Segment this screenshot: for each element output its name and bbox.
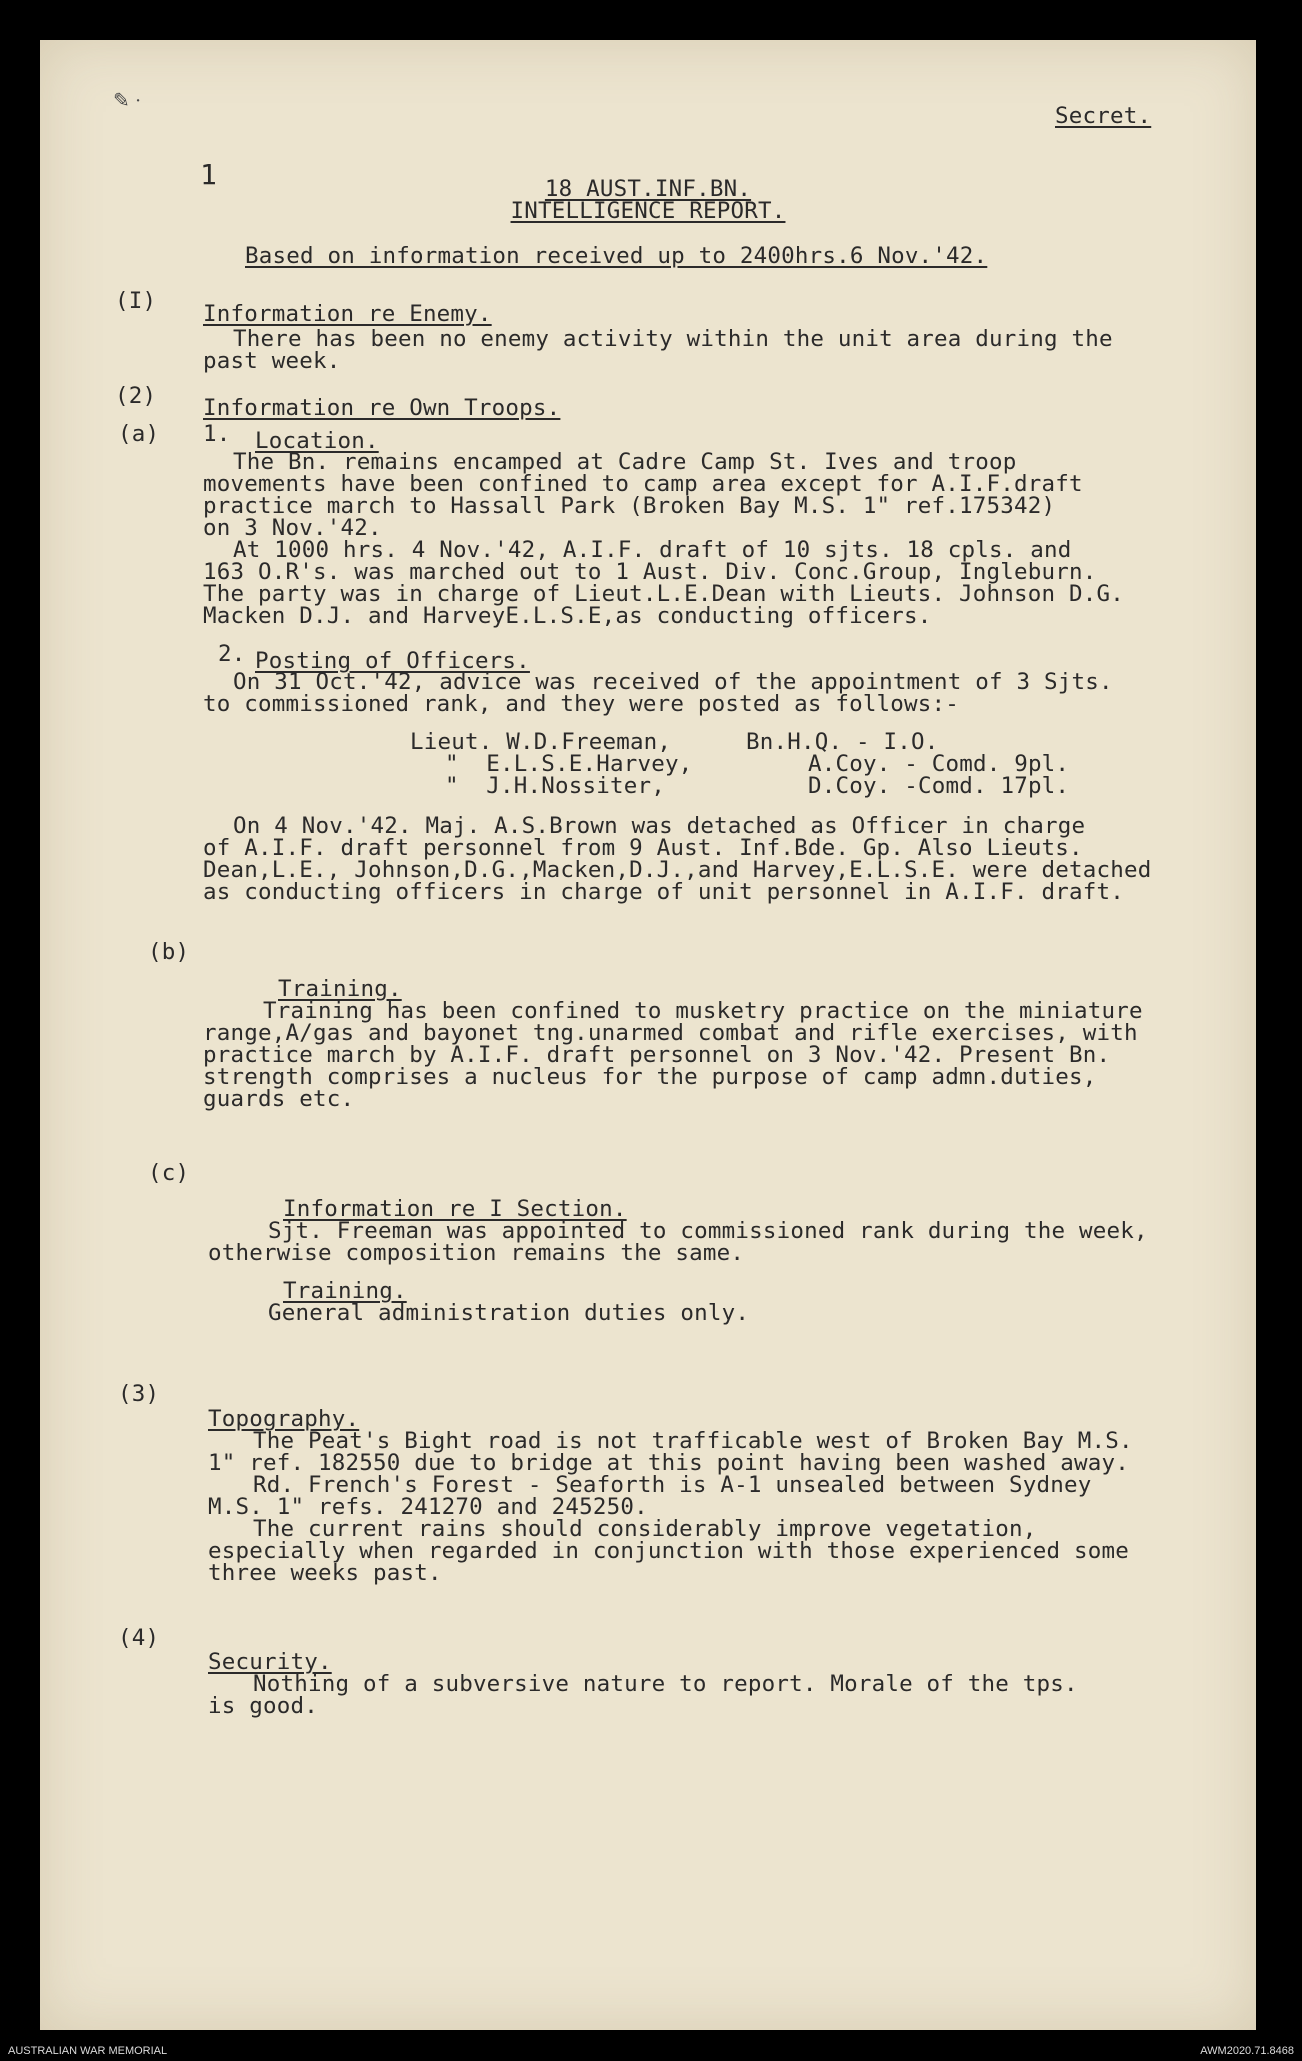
posting-name: " E.L.S.E.Harvey, bbox=[445, 751, 693, 777]
text-line: 1" ref. 182550 due to bridge at this point having been washed away. bbox=[208, 1450, 1129, 1476]
subsection-label: (a) bbox=[118, 421, 160, 447]
text-line: There has been no enemy activity within the unit area during the bbox=[233, 326, 1113, 352]
item-number: 1. bbox=[203, 421, 231, 447]
item-heading: Location. bbox=[255, 428, 379, 454]
item-number: 2. bbox=[218, 641, 246, 667]
section-heading: Security. bbox=[208, 1649, 332, 1675]
section-number: (I) bbox=[115, 288, 157, 314]
text-line: General administration duties only. bbox=[268, 1300, 750, 1326]
posting-unit: A.Coy. - Comd. 9pl. bbox=[808, 751, 1070, 777]
text-line: movements have been confined to camp area except for A.I.F.draft bbox=[203, 471, 1083, 497]
text-line: 163 O.R's. was marched out to 1 Aust. Div. Conc.Group, Ingleburn. bbox=[203, 559, 1097, 585]
unit-title: 18 AUST.INF.BN. bbox=[544, 176, 752, 202]
subsection-heading: Training. bbox=[283, 1278, 407, 1304]
subsection-label: (c) bbox=[148, 1160, 190, 1186]
text-line: The Peat's Bight road is not trafficable west of Broken Bay M.S. bbox=[253, 1428, 1133, 1454]
text-line: to commissioned rank, and they were posted as follows:- bbox=[203, 691, 960, 717]
text-line: of A.I.F. draft personnel from 9 Aust. Inf.Bde. Gp. Also Lieuts. bbox=[203, 835, 1083, 861]
text-line: especially when regarded in conjunction with those experienced some bbox=[208, 1538, 1129, 1564]
text-line: On 31 Oct.'42, advice was received of the appointment of 3 Sjts. bbox=[233, 669, 1113, 695]
text-line: Training has been confined to musketry practice on the miniature bbox=[263, 998, 1143, 1024]
report-date-line: Based on information received up to 2400hrs.6 Nov.'42. bbox=[245, 243, 988, 269]
subsection-heading: Training. bbox=[278, 976, 402, 1002]
text-line: as conducting officers in charge of unit personnel in A.I.F. draft. bbox=[203, 879, 1124, 905]
text-line: range,A/gas and bayonet tng.unarmed combat and rifle exercises, with bbox=[203, 1020, 1138, 1046]
text-line: Macken D.J. and HarveyE.L.S.E,as conducting officers. bbox=[203, 603, 932, 629]
text-line: Nothing of a subversive nature to report. Morale of the tps. bbox=[253, 1671, 1078, 1697]
subsection-heading: Information re I Section. bbox=[283, 1196, 627, 1222]
document-page bbox=[40, 40, 1256, 2030]
text-line: practice march to Hassall Park (Broken Bay M.S. 1" ref.175342) bbox=[203, 493, 1056, 519]
text-line: At 1000 hrs. 4 Nov.'42, A.I.F. draft of 10 sjts. 18 cpls. and bbox=[233, 537, 1072, 563]
posting-name: " J.H.Nossiter, bbox=[445, 773, 665, 799]
text-line: past week. bbox=[203, 348, 341, 374]
text-line: M.S. 1" refs. 241270 and 245250. bbox=[208, 1494, 648, 1520]
section-heading: Information re Enemy. bbox=[203, 301, 492, 327]
text-line: Rd. French's Forest - Seaforth is A-1 unsealed between Sydney bbox=[253, 1472, 1092, 1498]
page-number: 1 bbox=[200, 158, 218, 191]
subsection-label: (b) bbox=[148, 939, 190, 965]
text-line: Dean,L.E., Johnson,D.G.,Macken,D.J.,and Harvey,E.L.S.E. were detached bbox=[203, 857, 1152, 883]
section-number: (4) bbox=[118, 1625, 160, 1651]
text-line: On 4 Nov.'42. Maj. A.S.Brown was detached as Officer in charge bbox=[233, 813, 1086, 839]
section-heading: Information re Own Troops. bbox=[203, 395, 561, 421]
text-line: The party was in charge of Lieut.L.E.Dean with Lieuts. Johnson D.G. bbox=[203, 581, 1124, 607]
posting-unit: D.Coy. -Comd. 17pl. bbox=[808, 773, 1070, 799]
text-line: practice march by A.I.F. draft personnel on 3 Nov.'42. Present Bn. bbox=[203, 1042, 1111, 1068]
pencil-scribble: ✎ · bbox=[113, 90, 142, 112]
text-line: The Bn. remains encamped at Cadre Camp St. Ives and troop bbox=[233, 449, 1017, 475]
section-number: (2) bbox=[115, 383, 157, 409]
footer-credit: AUSTRALIAN WAR MEMORIAL bbox=[8, 2045, 168, 2057]
classification-mark: Secret. bbox=[1055, 103, 1152, 129]
section-number: (3) bbox=[118, 1381, 160, 1407]
text-line: strength comprises a nucleus for the purpose of camp admn.duties, bbox=[203, 1064, 1097, 1090]
item-heading: Posting of Officers. bbox=[255, 648, 530, 674]
text-line: otherwise composition remains the same. bbox=[208, 1240, 745, 1266]
section-heading: Topography. bbox=[208, 1406, 360, 1432]
text-line: three weeks past. bbox=[208, 1560, 442, 1586]
text-line: guards etc. bbox=[203, 1086, 355, 1112]
text-line: on 3 Nov.'42. bbox=[203, 515, 382, 541]
text-line: Sjt. Freeman was appointed to commissioned rank during the week, bbox=[268, 1218, 1148, 1244]
text-line: The current rains should considerably improve vegetation, bbox=[253, 1516, 1037, 1542]
text-line: is good. bbox=[208, 1693, 318, 1719]
report-title: INTELLIGENCE REPORT. bbox=[510, 198, 786, 224]
posting-name: Lieut. W.D.Freeman, bbox=[410, 729, 672, 755]
posting-unit: Bn.H.Q. - I.O. bbox=[746, 729, 939, 755]
footer-accession-number: AWM2020.71.8468 bbox=[1200, 2045, 1294, 2057]
